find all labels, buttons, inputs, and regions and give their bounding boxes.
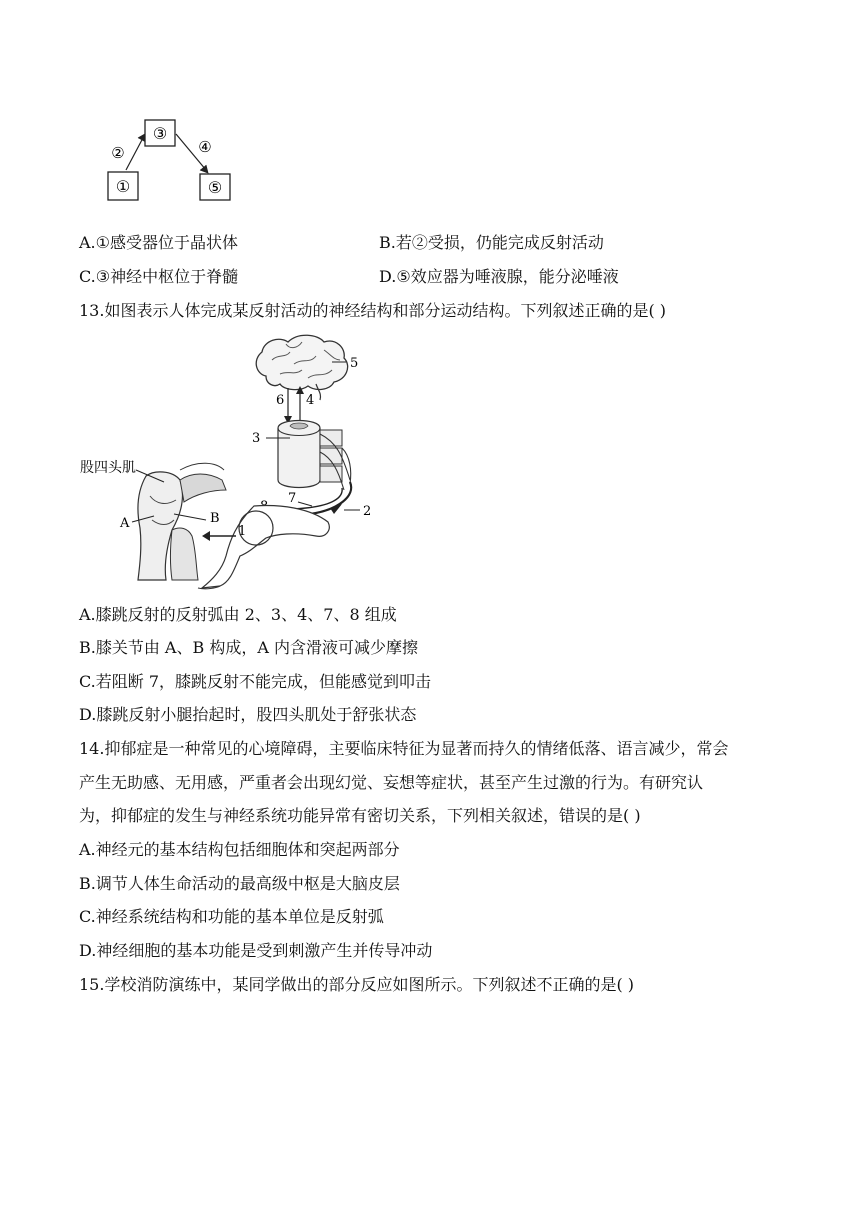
label-2: 2 bbox=[363, 504, 372, 519]
q14-stem-line-3: 为，抑郁症的发生与神经系统功能异常有密切关系，下列相关叙述，错误的是( ) bbox=[79, 806, 641, 825]
q13-option-a: A.膝跳反射的反射弧由 2、3、4、7、8 组成 bbox=[79, 605, 397, 624]
label-1: 1 bbox=[238, 524, 247, 539]
leader-7 bbox=[298, 502, 312, 506]
box-effector-label: ⑤ bbox=[207, 178, 223, 197]
q14-option-b: B.调节人体生命活动的最高级中枢是大脑皮层 bbox=[79, 874, 400, 893]
label-4: 4 bbox=[306, 393, 315, 408]
box-nerve-center-label: ③ bbox=[152, 124, 168, 143]
magnify-arrowhead bbox=[202, 531, 210, 541]
q14-stem-line-1: 14.抑郁症是一种常见的心境障碍，主要临床特征为显著而持久的情绪低落、语言减少，常会 bbox=[79, 739, 729, 758]
q14-stem-line-2: 产生无助感、无用感，严重者会出现幻觉、妄想等症状，甚至产生过激的行为。有研究认 bbox=[79, 773, 704, 792]
q13-option-b: B.膝关节由 A、B 构成，A 内含滑液可减少摩擦 bbox=[79, 638, 418, 657]
arrow-efferent-label: ④ bbox=[198, 138, 212, 156]
q12-option-a: A.①感受器位于晶状体 bbox=[79, 233, 238, 252]
q15-stem: 15.学校消防演练中，某同学做出的部分反应如图所示。下列叙述不正确的是( ) bbox=[79, 975, 635, 994]
label-6: 6 bbox=[276, 393, 285, 408]
label-A: A bbox=[120, 516, 130, 531]
label-3: 3 bbox=[252, 431, 261, 446]
arrow-efferent-head bbox=[200, 165, 208, 173]
spinal-cord-drawing bbox=[278, 421, 351, 491]
q12-option-d: D.⑤效应器为唾液腺，能分泌唾液 bbox=[379, 267, 619, 286]
reflex-arc-diagram bbox=[100, 112, 240, 208]
label-B: B bbox=[210, 511, 220, 526]
q13-stem: 13.如图表示人体完成某反射活动的神经结构和部分运动结构。下列叙述正确的是( ) bbox=[79, 301, 667, 320]
q13-option-c: C.若阻断 7，膝跳反射不能完成，但能感觉到叩击 bbox=[79, 672, 432, 691]
box-receptor-label: ① bbox=[115, 177, 131, 196]
q14-option-d: D.神经细胞的基本功能是受到刺激产生并传导冲动 bbox=[79, 941, 433, 960]
muscle-label: 股四头肌 bbox=[80, 460, 136, 476]
q13-option-d: D.膝跳反射小腿抬起时，股四头肌处于舒张状态 bbox=[79, 705, 417, 724]
arrow-afferent bbox=[126, 136, 144, 170]
q12-option-c: C.③神经中枢位于脊髓 bbox=[79, 267, 239, 286]
label-7: 7 bbox=[288, 491, 297, 506]
q12-option-b: B.若②受损，仍能完成反射活动 bbox=[379, 233, 604, 252]
label-5: 5 bbox=[350, 356, 359, 371]
q14-option-a: A.神经元的基本结构包括细胞体和突起两部分 bbox=[79, 840, 400, 859]
q14-option-c: C.神经系统结构和功能的基本单位是反射弧 bbox=[79, 907, 384, 926]
arrow-afferent-label: ② bbox=[111, 144, 125, 162]
knee-jerk-reflex-figure bbox=[80, 330, 380, 592]
